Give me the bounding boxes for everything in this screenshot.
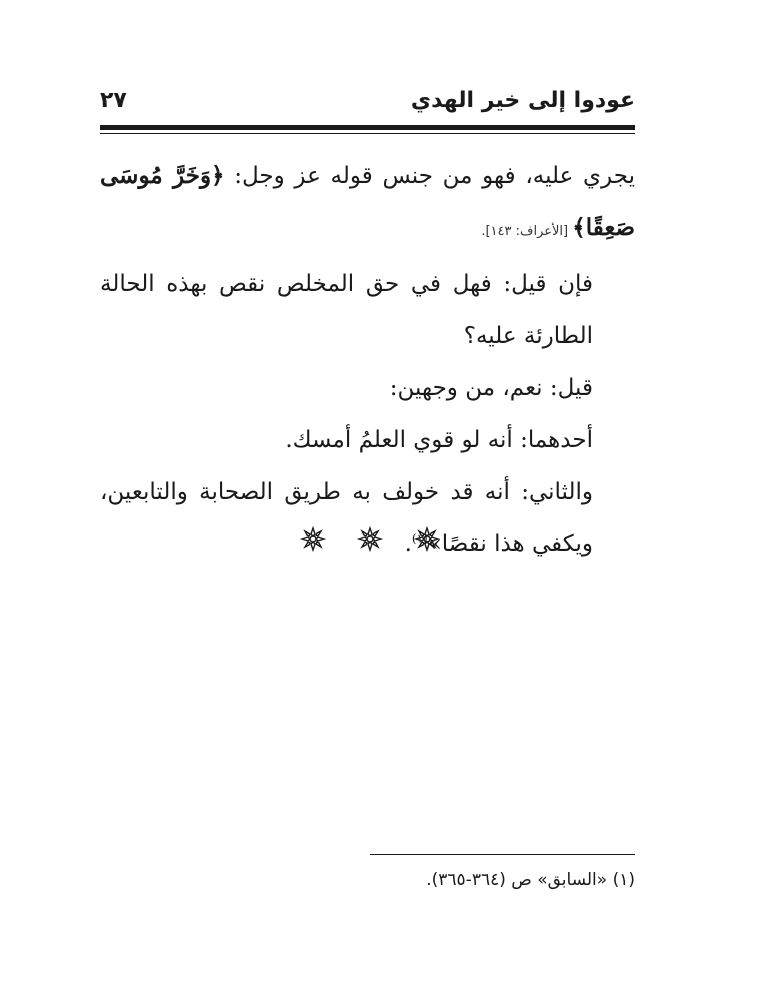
footnote: (١) «السابق» ص (٣٦٤-٣٦٥).: [426, 870, 635, 890]
paragraph-3: قيل: نعم، من وجهين:: [389, 375, 593, 401]
paragraph-5-text: والثاني: أنه قد خولف به طريق الصحابة والتابعين، ويكفي هذا نقصًا»: [100, 479, 593, 557]
running-title: عودوا إلى خير الهدي: [410, 88, 635, 113]
section-ornaments: [300, 526, 440, 552]
paragraph-1-text: يجري عليه، فهو من جنس قوله عز وجل:: [224, 163, 635, 189]
flower-ornament-icon: [411, 526, 440, 552]
paragraph-2: فإن قيل: فهل في حق المخلص نقص بهذه الحالة الطارئة عليه؟: [100, 271, 593, 349]
flower-ornament-icon: [300, 526, 326, 552]
page-header: [100, 88, 635, 120]
footnote-marker: (١): [411, 531, 428, 546]
paragraph-4: أحدهما: أنه لو قوي العلمُ أمسك.: [285, 427, 593, 453]
paragraph-5-end: .: [404, 531, 412, 557]
paragraph-5: [100, 466, 635, 570]
footnote-divider: [370, 854, 635, 855]
header-rule-thin: [100, 133, 635, 134]
verse-reference: [الأعراف: ١٤٣].: [481, 224, 573, 239]
header-rule-thick: [100, 125, 635, 130]
paragraph-1: [100, 150, 635, 258]
flower-ornament-icon: [357, 526, 383, 552]
page-number: ٢٧: [100, 88, 127, 113]
quran-verse: ﴿وَخَرَّ مُوسَى صَعِقًا﴾: [100, 162, 635, 241]
body-text: [100, 150, 635, 570]
